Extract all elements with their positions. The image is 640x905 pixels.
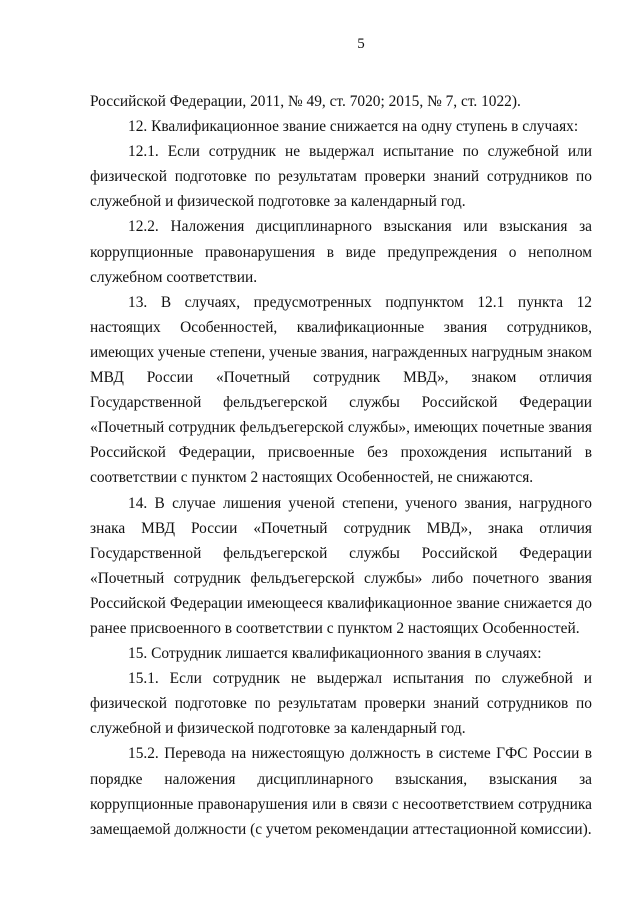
paragraph-14: 14. В случае лишения ученой степени, ученого звания, нагрудного знака МВД России «Почетный сотрудник МВД», знака отличия Государственной фельдъегерской службы Российской Федерации «Почетный сотрудник фельдъегерской службы» либо почетного звания Российской Федерации имеющееся квалификационное звание снижается до ранее присвоенного в соответствии с пунктом 2 настоящих Особенностей. — [90, 494, 592, 637]
paragraph-15-2: 15.2. Перевода на нижестоящую должность в системе ГФС России в порядке наложения дисциплинарного взыскания, взыскания за коррупционные правонарушения или в связи с несоответствием сотрудника замещаемой должности (с учетом рекомендации аттестационной комиссии). — [90, 745, 592, 838]
paragraph-12: 12. Квалификационное звание снижается на одну ступень в случаях: — [128, 118, 579, 136]
document-body — [90, 89, 592, 842]
paragraph-continuation: Российской Федерации, 2011, № 49, ст. 7020; 2015, № 7, ст. 1022). — [90, 93, 521, 110]
paragraph-13: 13. В случаях, предусмотренных подпунктом 12.1 пункта 12 настоящих Особенностей, квалификационные звания сотрудников, имеющих ученые степени, ученые звания, награжденных нагрудным знаком МВД России «Почетный сотрудник МВД», знаком отличия Государственной фельдъегерской службы Российской Федерации «Почетный сотрудник фельдъегерской службы», имеющих почетные звания Российской Федерации, присвоенные без прохождения испытаний в соответствии с пунктом 2 настоящих Особенностей, не снижаются. — [90, 293, 592, 487]
paragraph-12-2: 12.2. Наложения дисциплинарного взыскания или взыскания за коррупционные правонарушения в виде предупреждения о неполном служебном соответствии. — [90, 218, 592, 286]
paragraph-15-1: 15.1. Если сотрудник не выдержал испытания по служебной и физической подготовке по результатам проверки знаний сотрудников по служебной и физической подготовке за календарный год. — [90, 670, 592, 738]
page-number: 5 — [357, 36, 365, 52]
paragraph-12-1: 12.1. Если сотрудник не выдержал испытание по служебной или физической подготовке по результатам проверки знаний сотрудников по служебной и физической подготовке за календарный год. — [90, 143, 592, 211]
paragraph-15: 15. Сотрудник лишается квалификационного звания в случаях: — [128, 645, 542, 663]
